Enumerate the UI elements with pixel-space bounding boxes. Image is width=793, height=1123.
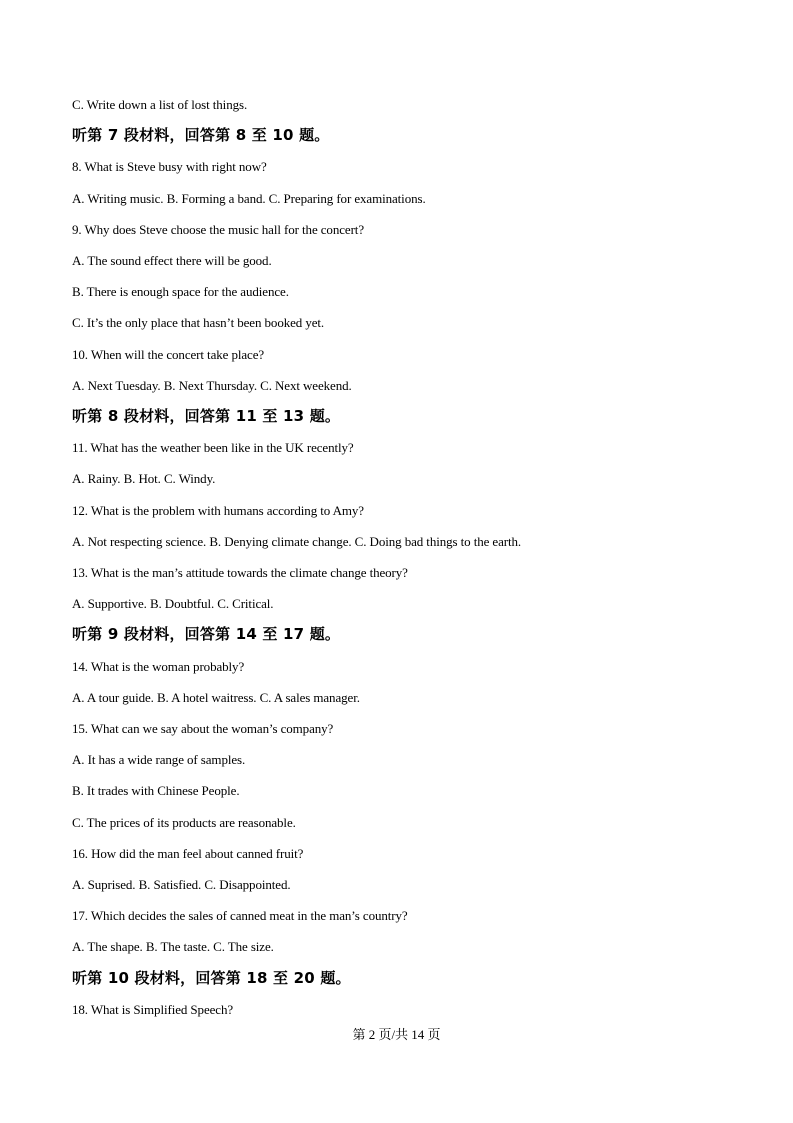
text-line: A. The shape. B. The taste. C. The size. <box>72 939 274 955</box>
text-line: 16. How did the man feel about canned fruit? <box>72 845 304 861</box>
text-line: A. A tour guide. B. A hotel waitress. C. A sales manager. <box>72 689 360 705</box>
text-line: 9. Why does Steve choose the music hall for the concert? <box>72 221 364 237</box>
text-line: 10. When will the concert take place? <box>72 346 265 362</box>
section-heading: 听第 7 段材料，回答第 8 至 10 题。 <box>72 126 330 145</box>
text-line: B. It trades with Chinese People. <box>72 783 240 799</box>
section-heading: 听第 10 段材料，回答第 18 至 20 题。 <box>72 968 351 987</box>
text-line: 13. What is the man’s attitude towards the climate change theory? <box>72 565 408 580</box>
text-line: 18. What is Simplified Speech? <box>72 1001 234 1017</box>
section-heading: 听第 8 段材料，回答第 11 至 13 题。 <box>72 407 341 425</box>
text-line: 11. What has the weather been like in the UK recently? <box>72 440 354 456</box>
text-line: C. It’s the only place that hasn’t been booked yet. <box>72 315 325 331</box>
section-heading: 听第 9 段材料，回答第 14 至 17 题。 <box>72 625 341 644</box>
text-line: A. Suprised. B. Satisfied. C. Disappointed. <box>72 877 291 892</box>
text-line: A. Supportive. B. Doubtful. C. Critical. <box>72 596 274 612</box>
text-line: C. Write down a list of lost things. <box>72 97 248 112</box>
text-line: B. There is enough space for the audience. <box>72 284 289 300</box>
text-line: A. Not respecting science. B. Denying climate change. C. Doing bad things to the earth. <box>72 533 522 549</box>
text-line: A. Rainy. B. Hot. C. Windy. <box>72 471 216 487</box>
text-line: C. The prices of its products are reasonable. <box>72 814 296 830</box>
text-line: 8. What is Steve busy with right now? <box>72 159 267 175</box>
text-line: 14. What is the woman probably? <box>72 658 245 674</box>
text-line: A. It has a wide range of samples. <box>72 752 246 768</box>
page-footer: 第 2 页/共 14 页 <box>352 1027 441 1042</box>
text-line: 15. What can we say about the woman’s company? <box>72 721 334 736</box>
text-line: 17. Which decides the sales of canned meat in the man’s country? <box>72 908 408 924</box>
text-line: A. Writing music. B. Forming a band. C. Preparing for examinations. <box>72 190 426 206</box>
text-line: A. Next Tuesday. B. Next Thursday. C. Next weekend. <box>72 377 352 393</box>
text-line: A. The sound effect there will be good. <box>72 253 272 268</box>
text-line: 12. What is the problem with humans according to Amy? <box>72 502 364 518</box>
